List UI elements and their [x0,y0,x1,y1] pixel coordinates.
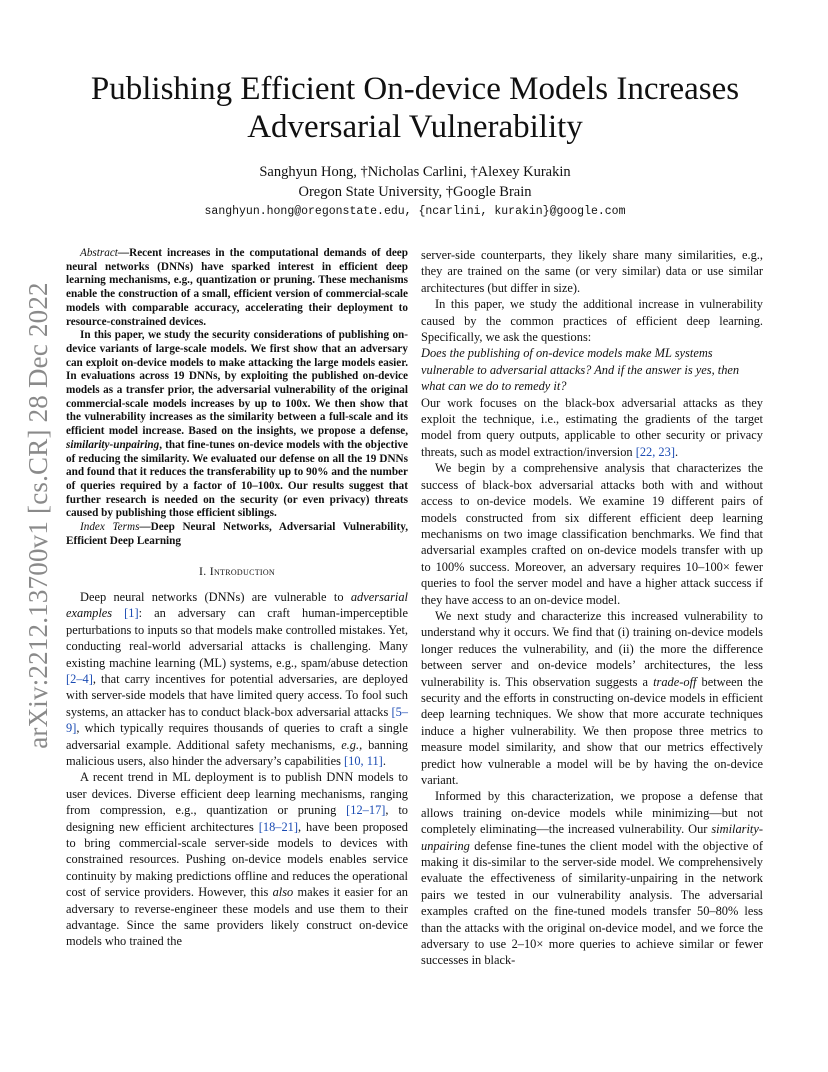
index-terms: Index Terms—Deep Neural Networks, Adversarial Vulnerability, Efficient Deep Learning [66,521,408,547]
author-block [60,162,770,222]
citation-link[interactable]: [2–4] [66,671,93,686]
right-column [421,247,763,969]
abstract-paragraph-1: Abstract—Recent increases in the computational demands of deep neural networks (DNNs) have sparked interest in efficient deep learning mechanisms, e.g., quantization or pruning. These mechanisms enable the construction of a small, efficient version of commercial-scale models with comparable accuracy, accelerating their deployment to resource-constrained devices. [66,247,408,328]
intro-paragraph-6: We next study and characterize this increased vulnerability to understand why it occurs. We find that (i) training on-device models longer reduces the vulnerability, and (ii) the more the difference between server and on-device models’ architectures, the less vulnerability is. This observation suggests a trade-off between the security and the efforts in constructing on-device models in efficient deep learning techniques. We show that more accurate techniques induce a higher vulnerability. We then propose three metrics to measure model similarity, and show that our metrics effectively predict how vulnerable a model will be by having the on-device variant. [421,608,763,787]
left-column [66,247,408,950]
abstract-label: Abstract [80,247,118,259]
arxiv-id-text: arXiv:2212.13700v1 [cs.CR] 28 Dec 2022 [22,281,53,749]
author-names: Sanghyun Hong, †Nicholas Carlini, †Alexey Kurakin [259,164,571,180]
intro-paragraph-4: Our work focuses on the black-box adversarial attacks as they exploit the technique, i.e., estimating the gradients of the target model from query outputs, applicable to other security or privacy threats, such as model extraction/inversion [22, 23]. [421,395,763,459]
intro-paragraph-1: Deep neural networks (DNNs) are vulnerable to adversarial examples [1]: an adversary can craft human-imperceptible perturbations to inputs so that models make controlled mistakes. Yet, conducting real-world adversarial attacks is challenging. Many existing machine learning (ML) systems, e.g., spam/abuse detection [2–4], that carry incentives for potential adversaries, are deployed with server-side models that have limited query access. To fool such systems, an attacker has to conduct black-box adversarial attacks [5–9], which typically requires thousands of queries to craft a single adversarial example. Additional safety mechanisms, e.g., banning malicious users, also hinder the adversary’s capabilities [10, 11]. [66,589,408,768]
index-terms-label: Index Terms [80,521,140,534]
section-heading-introduction: I. Introduction [198,564,276,579]
intro-paragraph-3: In this paper, we study the additional increase in vulnerability caused by the common practices of efficient deep learning. Specifically, we ask the questions: [421,297,763,345]
arxiv-stamp [18,281,58,749]
citation-link[interactable]: [18–21] [258,819,298,834]
intro-paragraph-5: We begin by a comprehensive analysis that characterizes the success of black-box adversarial attacks both with and without access to on-device models. We examine 19 different pairs of models constructed from six different efficient deep learning mechanisms on two image classification benchmarks. We find that adversarial examples crafted on on-device models transfer with up to 100% success. Moreover, an adversary requires 10–100× fewer queries to fool the server model and have a higher attack success if they have access to an on-device model. [421,461,763,607]
research-question: Does the publishing of on-device models make ML systems vulnerable to adversarial attacks? And if the answer is yes, then what can we do to remedy it? [421,346,740,394]
author-emails: sanghyun.hong@oregonstate.edu, {ncarlini, kurakin}@google.com [204,205,626,218]
citation-link[interactable]: [22, 23] [635,444,675,459]
title-line-2: Adversarial Vulnerability [247,109,583,145]
title-line-1: Publishing Efficient On-device Models Increases [90,71,740,107]
intro-paragraph-continued: server-side counterparts, they likely share many similarities, e.g., they are trained on the same (or very similar) data or use similar architectures (but differ in size). [421,248,763,295]
author-affiliation: Oregon State University, †Google Brain [298,184,532,200]
intro-paragraph-7: Informed by this characterization, we propose a defense that allows training on-device models while minimizing—but not completely eliminating—the increased vulnerability. Our similarity-unpairing defense fine-tunes the client model with the objective of making it dis-similar to the server-side model. We comprehensively evaluate the effectiveness of similarity-unpairing in the network pairs we tested in our vulnerability analysis. The adversarial examples crafted on the fine-tuned models transfer 50–80% less than the attacks with the original on-device model, and we force the adversary to use 2–10× more queries to achieve similar or fewer successes in black- [421,789,763,968]
citation-link[interactable]: [5–9] [66,704,408,736]
paper-title [60,70,770,146]
abstract-paragraph-2: In this paper, we study the security considerations of publishing on-device variants of large-scale models. We first show that an adversary can exploit on-device models to make attacking the large models easier. In evaluations across 19 DNNs, by exploiting the published on-device models as a transfer prior, the adversarial vulnerability of the original commercial-scale models increases by up to 100x. We then show that the vulnerability increases as the similarity between a full-scale and its efficient model increase. Based on the insights, we propose a defense, similarity-unpairing, that fine-tunes on-device models with the objective of reducing the similarity. We evaluated our defense on all the 19 DNNs and found that it reduces the transferability up to 90% and the number of queries required by a factor of 10–100x. Our results suggest that further research is needed on the security (or even privacy) threats caused by publishing those efficient siblings. [66,329,408,520]
citation-link[interactable]: [12–17] [346,803,386,818]
intro-paragraph-2: A recent trend in ML deployment is to publish DNN models to user devices. Diverse efficient deep learning mechanisms, ranging from compression, e.g., quantization or pruning [12–17], to designing new efficient architectures [18–21], have been proposed to bring commercial-scale server-side models to devices with constrained resources. Pushing on-device models enables service continuity by making predictions offline and reduces the operational cost of service providers. However, this also makes it easier for an adversary to reverse-engineer these models and use them to their advantage. Since the same providers likely construct on-device models who trained the [66,770,408,949]
citation-link[interactable]: [10, 11] [344,753,383,768]
citation-link[interactable]: [1] [124,606,139,621]
abstract [66,247,408,548]
